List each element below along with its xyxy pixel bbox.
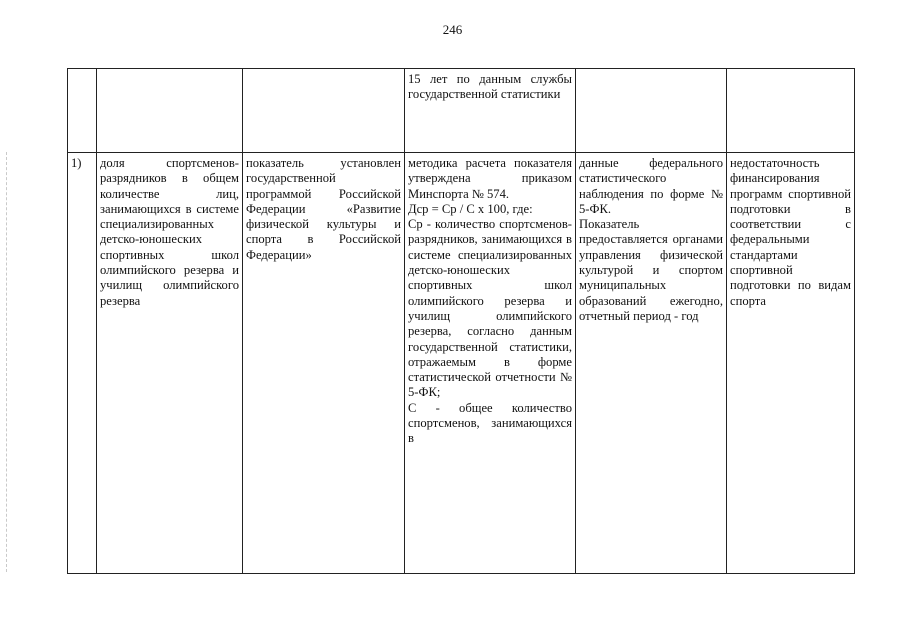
table-cell-number [68, 69, 97, 153]
table-cell-number: 1) [68, 153, 97, 574]
table-cell-basis: показатель установлен государственной программой Российской Федерации «Развитие физической культуры и спорта в Российской Федерации» [243, 153, 405, 574]
table-row [68, 69, 855, 153]
table-cell-indicator [97, 69, 243, 153]
table-cell-risks [727, 69, 855, 153]
table-cell-indicator: доля спортсменов-разрядников в общем количестве лиц, занимающихся в системе специализированных детско-юношеских спортивных школ олимпийского резерва и училищ олимпийского резерва [97, 153, 243, 574]
table-cell-basis [243, 69, 405, 153]
table-cell-source [576, 69, 727, 153]
table-cell-risks: недостаточность финансирования программ спортивной подготовки в соответствии с федеральными стандартами спортивной подготовки по видам спорта [727, 153, 855, 574]
table-row [68, 153, 855, 574]
table-cell-source: данные федерального статистического наблюдения по форме № 5-ФК. Показатель предоставляется органами управления физической культурой и спортом муниципальных образований ежегодно, отчетный период - год [576, 153, 727, 574]
document-table [67, 68, 855, 574]
left-margin-mark [6, 152, 8, 572]
table-cell-method: методика расчета показателя утверждена приказом Минспорта № 574. Дср = Ср / С х 100, где: Ср - количество спортсменов-разрядников, занимающихся в системе специализированных детско-юношеских спортивных школ олимпийского резерва и училищ олимпийского резерва, согласно данным государственной статистики, отражаемым в форме статистической отчетности № 5-ФК; С - общее количество спортсменов, занимающихся в [405, 153, 576, 574]
page-number: 246 [442, 22, 463, 37]
table-cell-method: 15 лет по данным службы государственной статистики [405, 69, 576, 153]
